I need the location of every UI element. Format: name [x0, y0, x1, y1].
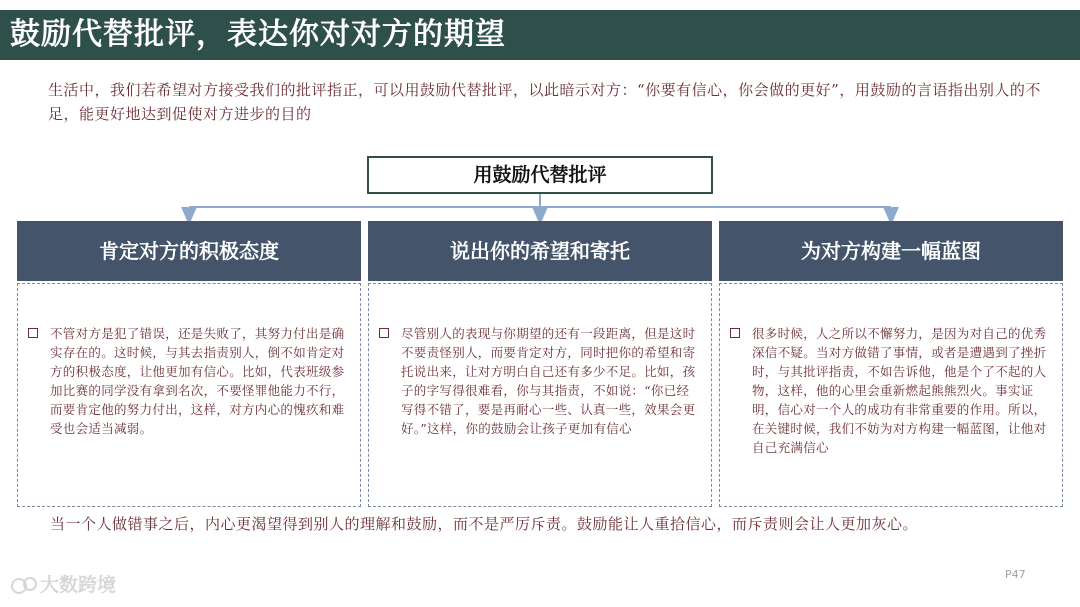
- watermark-text: 大数跨境: [40, 574, 117, 596]
- square-bullet-icon: [730, 328, 740, 338]
- column-1-header: 肯定对方的积极态度: [17, 221, 361, 281]
- column-3-box: [719, 283, 1063, 507]
- watermark-logo-icon: [10, 574, 40, 598]
- column-1-box: [17, 283, 361, 507]
- column-2-box: [368, 283, 712, 507]
- column-3-header: 为对方构建一幅蓝图: [719, 221, 1063, 281]
- square-bullet-icon: [28, 328, 38, 338]
- intro-paragraph: 生活中，我们若希望对方接受我们的批评指正，可以用鼓励代替批评，以此暗示对方：“你要有信心，你会做的更好”，用鼓励的言语指出别人的不足，能更好地达到促使对方进步的目的: [48, 81, 1041, 123]
- column-3-text: 很多时候，人之所以不懈努力，是因为对自己的优秀深信不疑。当对方做错了事情，或者是遭遇到了挫折时，与其批评指责，不如告诉他，他是个了不起的人物，这样，他的心里会重新燃起熊熊烈火。事实证明，信心对一个人的成功有非常重要的作用。所以，在关键时候，我们不妨为对方构建一幅蓝图，让他对自己充满信心: [752, 326, 1047, 455]
- column-2-text: 尽管别人的表现与你期望的还有一段距离，但是这时不要责怪别人，而要肯定对方，同时把你的希望和寄托说出来，让对方明白自己还有多少不足。比如，孩子的字写得很难看，你与其指责，不如说：“你已经写得不错了，要是再耐心一些、认真一些，效果会更好。”这样，你的鼓励会让孩子更加有信心: [401, 326, 696, 436]
- square-bullet-icon: [379, 328, 389, 338]
- footer-summary: 当一个人做错事之后，内心更渴望得到别人的理解和鼓励，而不是严厉斥责。鼓励能让人重拾信心，而斥责则会让人更加灰心。: [50, 515, 919, 533]
- center-label-box: 用鼓励代替批评: [367, 156, 713, 194]
- page-title: 鼓励代替批评，表达你对对方的期望: [10, 17, 506, 52]
- column-2-header: 说出你的希望和寄托: [368, 221, 712, 281]
- page-number: P47: [1005, 568, 1026, 581]
- column-1-text: 不管对方是犯了错误，还是失败了，其努力付出是确实存在的。这时候，与其去指责别人，倒不如肯定对方的积极态度，让他更加有信心。比如，代表班级参加比赛的同学没有拿到名次，不要怪罪他能力不行，而要肯定他的努力付出，这样，对方内心的愧疚和难受也会适当减弱。: [50, 326, 345, 436]
